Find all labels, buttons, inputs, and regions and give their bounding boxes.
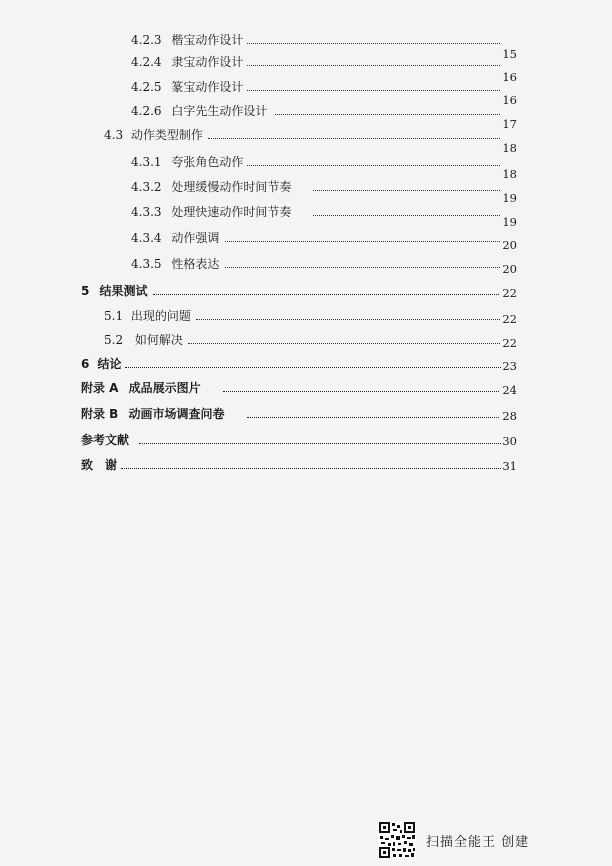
toc-title: 夸张角色动作 xyxy=(171,155,244,169)
watermark-text: 扫描全能王 创建 xyxy=(426,834,530,850)
toc-entry[interactable] xyxy=(104,330,517,350)
toc-page-number: 19 xyxy=(502,191,517,205)
toc-title: 动作强调 xyxy=(171,231,220,245)
toc-entry[interactable] xyxy=(81,404,517,424)
toc-number: 4.2.6 xyxy=(131,104,162,118)
toc-title: 白字先生动作设计 xyxy=(171,104,268,118)
toc-entry[interactable] xyxy=(131,254,517,274)
toc-entry[interactable] xyxy=(131,101,517,121)
toc-title: 楷宝动作设计 xyxy=(171,33,244,47)
toc-title: 出现的问题 xyxy=(130,309,191,323)
toc-title: 动作类型制作 xyxy=(130,128,203,142)
toc-page-number: 16 xyxy=(502,93,517,107)
dot-leader xyxy=(247,64,500,66)
toc-page-number: 22 xyxy=(502,312,517,326)
dot-leader xyxy=(247,164,500,166)
toc-page-number: 30 xyxy=(502,434,517,448)
toc-number: 4.2.5 xyxy=(131,80,162,94)
dot-leader xyxy=(225,266,500,268)
toc-entry[interactable] xyxy=(81,378,517,398)
toc-title: 结论 xyxy=(97,357,122,371)
toc-number: 附录 B xyxy=(81,407,119,421)
toc-entry[interactable] xyxy=(81,455,517,475)
dot-leader xyxy=(121,467,501,469)
qr-code-icon xyxy=(378,821,416,859)
toc-entry[interactable] xyxy=(104,306,517,326)
scanner-watermark xyxy=(378,820,529,860)
dot-leader xyxy=(275,113,500,115)
toc-number: 6 xyxy=(81,357,90,371)
toc-entry[interactable] xyxy=(131,152,517,172)
toc-number: 4.3.1 xyxy=(131,155,162,169)
toc-number: 4.3 xyxy=(104,128,124,142)
toc-entry[interactable] xyxy=(81,354,517,374)
toc-number: 4.3.3 xyxy=(131,205,162,219)
toc-page-number: 22 xyxy=(502,336,517,350)
toc-title: 成品展示图片 xyxy=(128,381,201,395)
toc-title: 隶宝动作设计 xyxy=(171,55,244,69)
toc-page-number: 18 xyxy=(502,167,517,181)
toc-page-number: 31 xyxy=(502,459,517,473)
dot-leader xyxy=(313,214,500,216)
toc-number: 4.3.4 xyxy=(131,231,162,245)
toc-title: 致 谢 xyxy=(81,458,118,472)
toc-page-number: 20 xyxy=(502,238,517,252)
dot-leader xyxy=(313,189,500,191)
toc-entry[interactable] xyxy=(81,430,517,450)
toc-page-number: 15 xyxy=(502,47,517,61)
toc-title: 性格表达 xyxy=(171,257,220,271)
toc-entry[interactable] xyxy=(104,125,517,145)
toc-page-number: 24 xyxy=(502,383,517,397)
toc-page-number: 20 xyxy=(502,262,517,276)
toc-title: 处理快速动作时间节奏 xyxy=(171,205,292,219)
toc-title: 篆宝动作设计 xyxy=(171,80,244,94)
toc-page-number: 16 xyxy=(502,70,517,84)
toc-entry[interactable] xyxy=(131,228,517,248)
toc-title: 处理缓慢动作时间节奏 xyxy=(171,180,292,194)
toc-number: 5.2 xyxy=(104,333,124,347)
dot-leader xyxy=(223,390,499,392)
toc-title: 动画市场调查问卷 xyxy=(128,407,225,421)
toc-entry[interactable] xyxy=(131,202,517,222)
dot-leader xyxy=(188,342,500,344)
toc-page-number: 18 xyxy=(502,141,517,155)
toc-entry[interactable] xyxy=(81,281,517,301)
toc-title: 如何解决 xyxy=(134,333,183,347)
toc-number: 4.2.4 xyxy=(131,55,162,69)
dot-leader xyxy=(247,416,499,418)
dot-leader xyxy=(247,89,500,91)
dot-leader xyxy=(196,318,500,320)
toc-page-number: 17 xyxy=(502,117,517,131)
toc-page-number: 28 xyxy=(502,409,517,423)
toc-page-number: 19 xyxy=(502,215,517,229)
toc-number: 附录 A xyxy=(81,381,119,395)
dot-leader xyxy=(247,42,500,44)
toc-page-number: 23 xyxy=(502,359,517,373)
toc-entry[interactable] xyxy=(131,30,517,50)
toc-title: 参考文献 xyxy=(81,433,130,447)
dot-leader xyxy=(139,442,501,444)
toc-title: 结果测试 xyxy=(99,284,148,298)
toc-number: 5.1 xyxy=(104,309,124,323)
toc-number: 5 xyxy=(81,284,90,298)
toc-page-number: 22 xyxy=(502,286,517,300)
toc-entry[interactable] xyxy=(131,77,517,97)
dot-leader xyxy=(208,137,500,139)
toc-number: 4.3.2 xyxy=(131,180,162,194)
toc-number: 4.2.3 xyxy=(131,33,162,47)
toc-number: 4.3.5 xyxy=(131,257,162,271)
toc-entry[interactable] xyxy=(131,52,517,72)
dot-leader xyxy=(125,366,501,368)
dot-leader xyxy=(225,240,500,242)
toc-entry[interactable] xyxy=(131,177,517,197)
dot-leader xyxy=(153,293,499,295)
